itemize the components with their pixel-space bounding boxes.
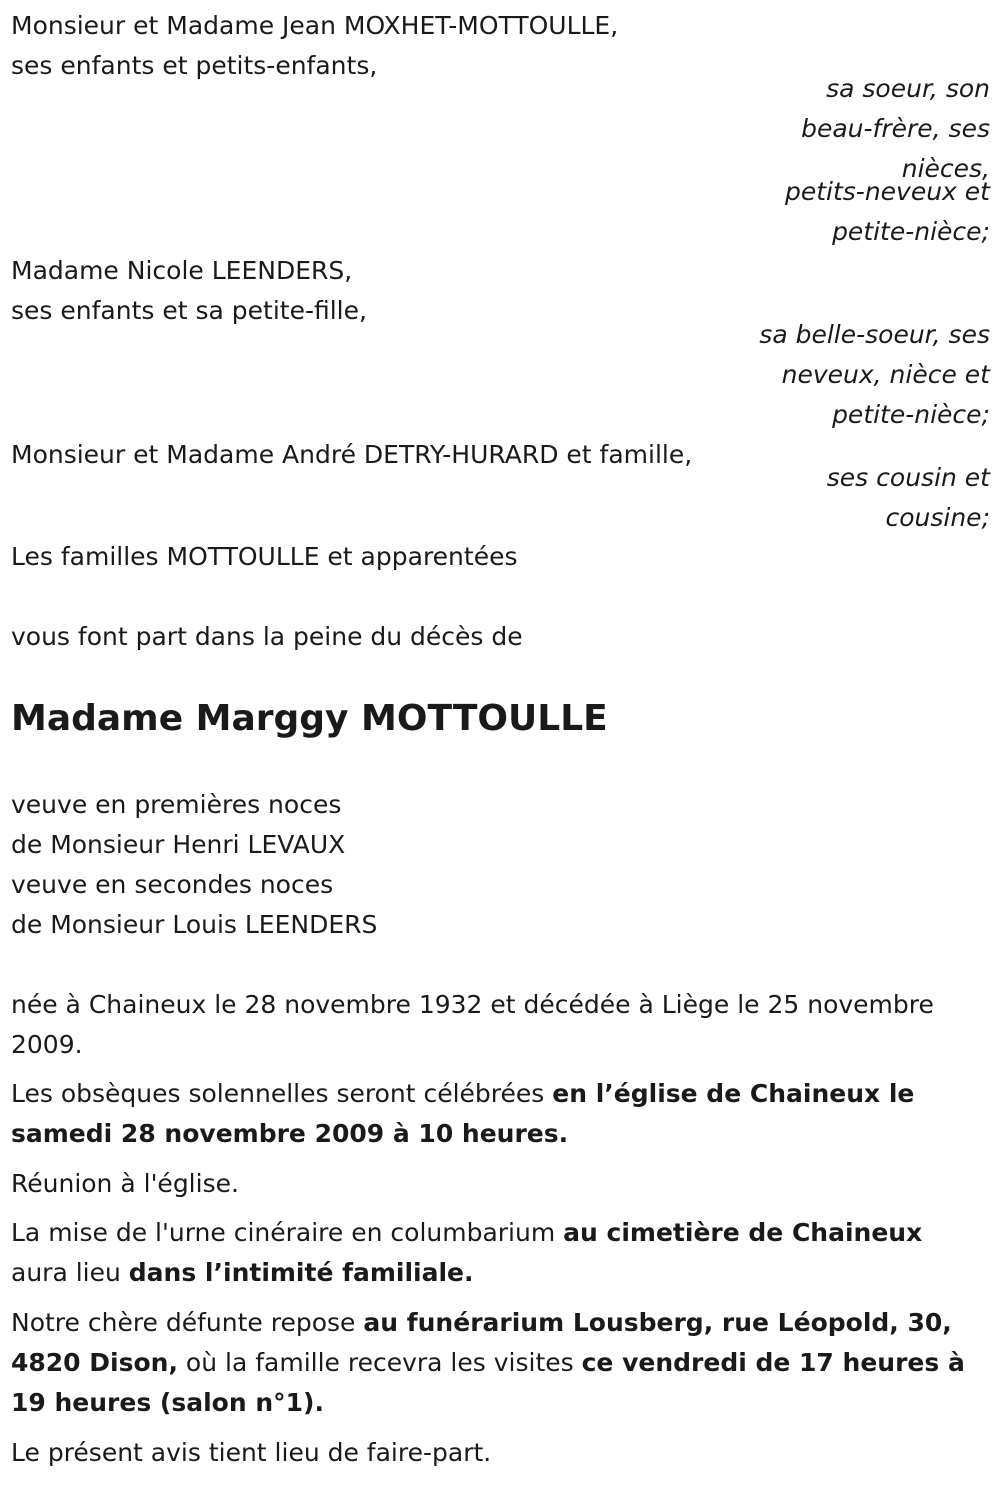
urn-privacy: dans l’intimité familiale. [128, 1258, 474, 1287]
family-leenders-line2: ses enfants et sa petite-fille, [11, 296, 367, 325]
widowhood-line: de Monsieur Louis LEENDERS [11, 910, 378, 939]
rest-location: au funérarium Lousberg, rue Léopold, 30, 4820 Dison, [11, 1308, 952, 1377]
family-mottoulle-line: Les familles MOTTOULLE et apparentées [11, 542, 518, 571]
family-moxhet-relation: sa soeur, son [826, 74, 990, 103]
family-moxhet-relation: petits-neveux et [784, 177, 990, 206]
urn-intro: La mise de l'urne cinéraire en columbarium [11, 1218, 564, 1247]
meeting-paragraph: Réunion à l'église. [11, 1169, 239, 1198]
urn-paragraph [11, 1213, 981, 1293]
family-leenders-relation: petite-nièce; [832, 400, 990, 429]
family-moxhet-relation: petite-nièce; [832, 217, 990, 246]
family-detry-relation: ses cousin et [826, 463, 990, 492]
family-moxhet-line2: ses enfants et petits-enfants, [11, 51, 378, 80]
funeral-intro: Les obsèques solennelles seront célébrées [11, 1079, 553, 1108]
widowhood-line: de Monsieur Henri LEVAUX [11, 830, 346, 859]
announcement: vous font part dans la peine du décès de [11, 622, 523, 651]
family-detry-relation: cousine; [885, 503, 990, 532]
widowhood-line: veuve en premières noces [11, 790, 342, 819]
urn-middle: aura lieu [11, 1258, 129, 1287]
deceased-name: Madame Marggy MOTTOULLE [11, 698, 608, 739]
family-moxhet-line1: Monsieur et Madame Jean MOXHET-MOTTOULLE, [11, 11, 619, 40]
funeral-details: en l’église de Chaineux le samedi 28 novembre 2009 à 10 heures. [11, 1079, 915, 1148]
family-detry-line1: Monsieur et Madame André DETRY-HURARD et famille, [11, 440, 693, 469]
rest-visit-times: ce vendredi de 17 heures à 19 heures (salon n°1). [11, 1348, 965, 1417]
rest-paragraph [11, 1303, 981, 1423]
family-moxhet-relation: beau-frère, ses [801, 114, 990, 143]
family-leenders-relation: neveux, nièce et [781, 360, 990, 389]
family-leenders-line1: Madame Nicole LEENDERS, [11, 256, 353, 285]
widowhood-line: veuve en secondes noces [11, 870, 334, 899]
birth-death-paragraph: née à Chaineux le 28 novembre 1932 et décédée à Liège le 25 novembre 2009. [11, 990, 934, 1059]
family-leenders-relation: sa belle-soeur, ses [759, 320, 990, 349]
funeral-paragraph [11, 1074, 981, 1154]
rest-middle: où la famille recevra les visites [177, 1348, 582, 1377]
family-moxhet-relation: nièces, [901, 154, 990, 183]
rest-intro: Notre chère défunte repose [11, 1308, 364, 1337]
closing-paragraph: Le présent avis tient lieu de faire-part. [11, 1438, 492, 1467]
urn-location: au cimetière de Chaineux [563, 1218, 923, 1247]
